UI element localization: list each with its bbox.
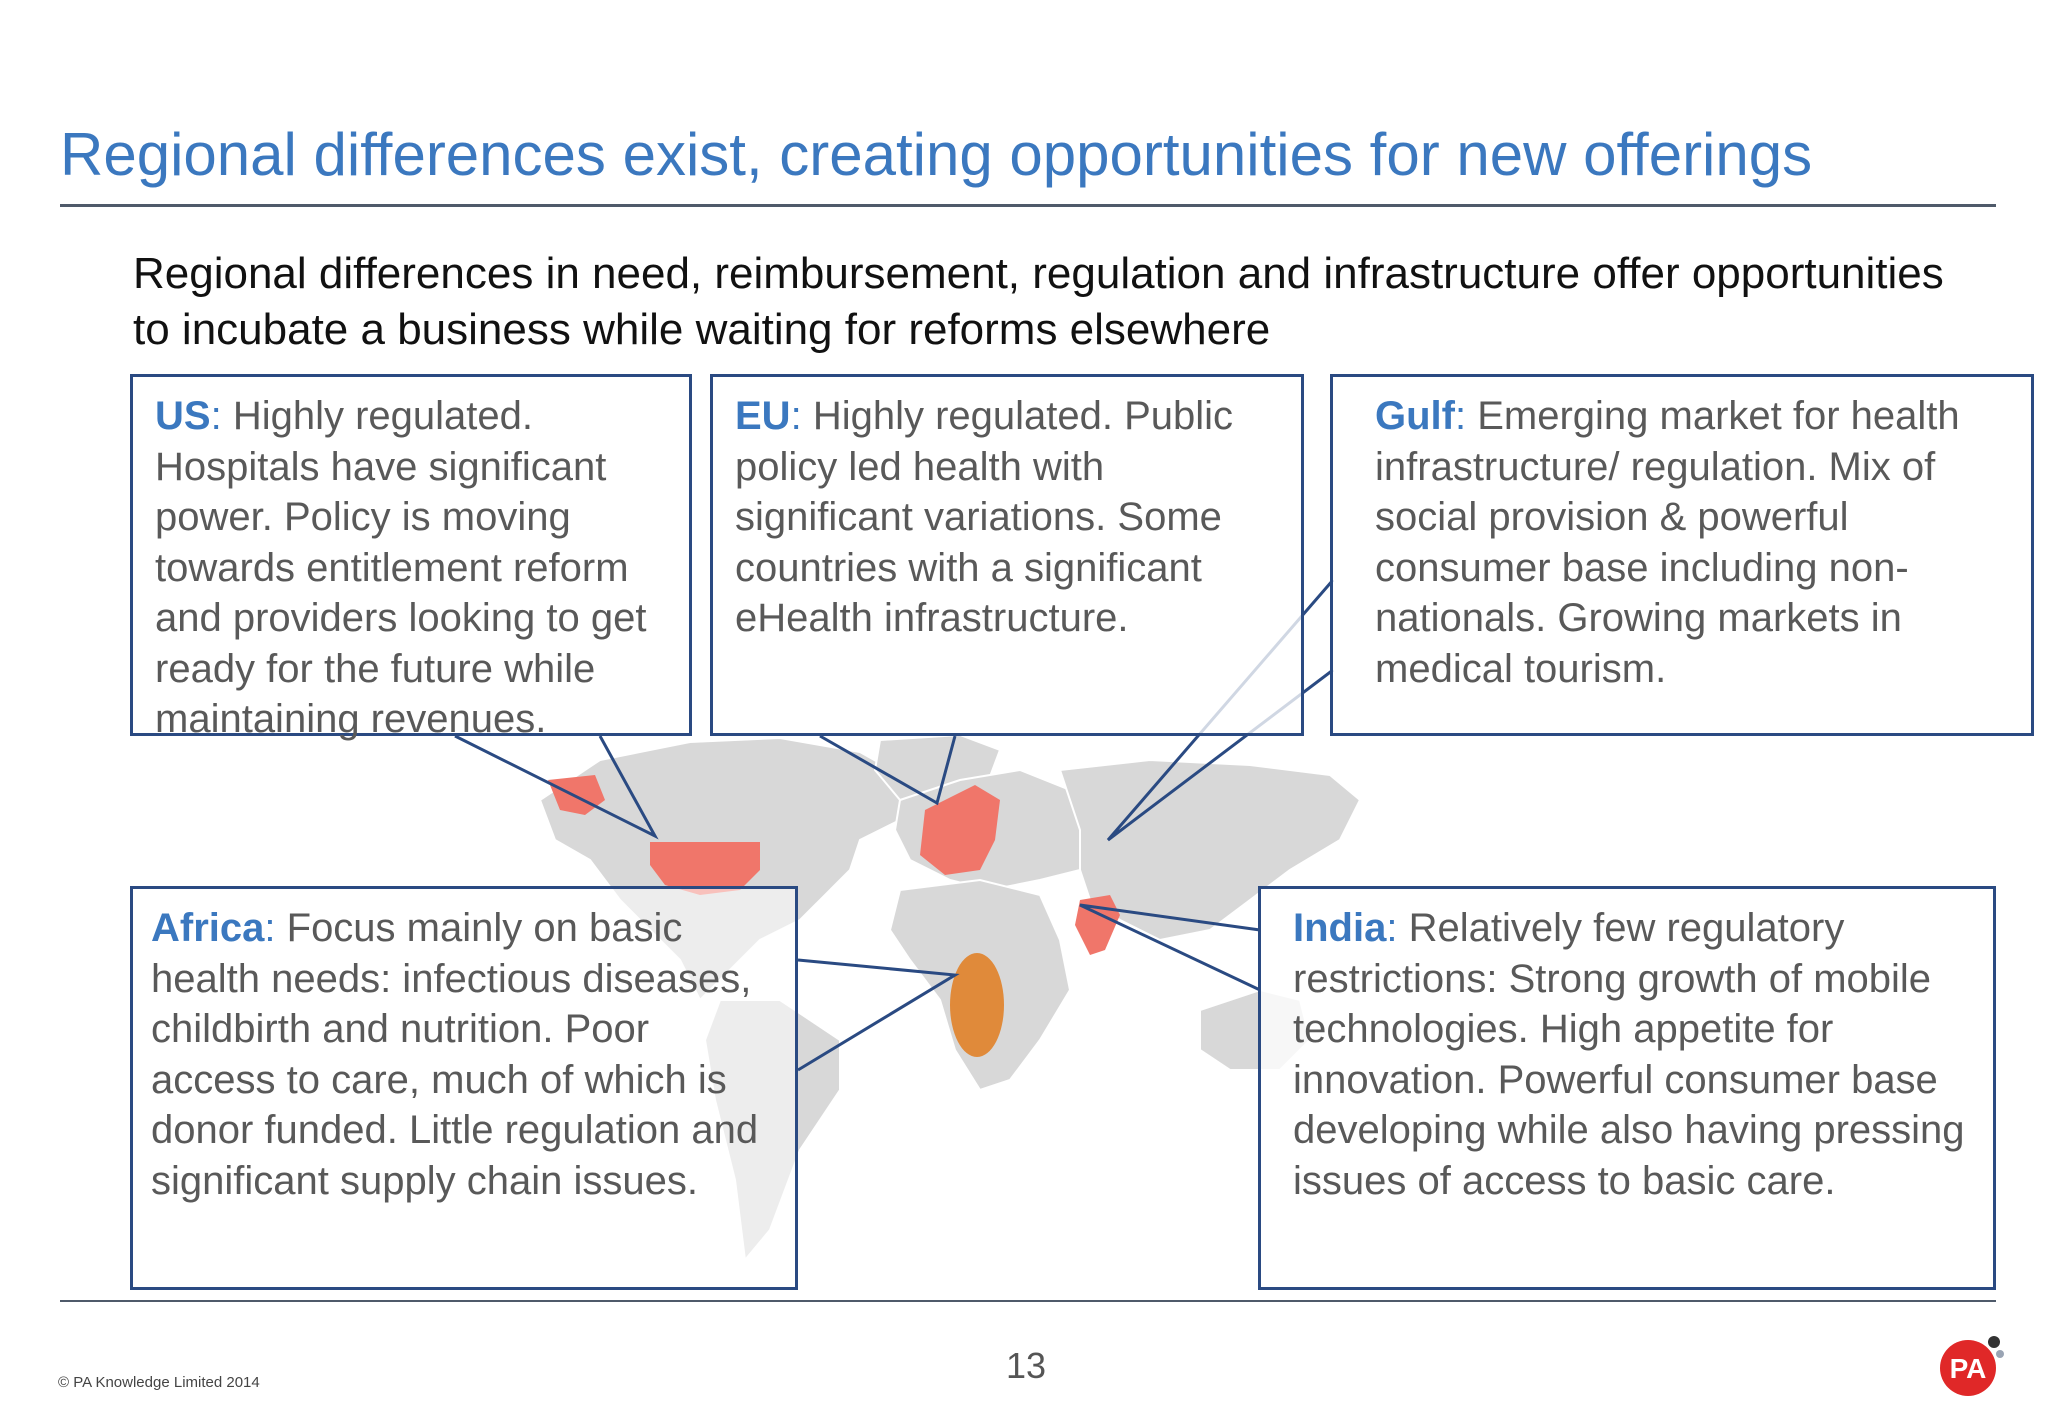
callout-eu-colon: : — [790, 394, 802, 438]
callout-africa-text: Focus mainly on basic health needs: infectious diseases, childbirth and nutrition. Poor access to care, much of which is donor funded. Little regulation and significant supply chain issues. — [151, 906, 759, 1203]
callout-africa — [130, 886, 798, 1290]
callout-eu — [710, 374, 1304, 736]
india-pointer — [1080, 905, 1260, 990]
callout-india-region: India — [1293, 906, 1387, 950]
callout-us-region: US — [155, 394, 211, 438]
callout-us-colon: : — [210, 394, 222, 438]
africa-highlight — [950, 953, 1004, 1057]
slide-title: Regional differences exist, creating opportunities for new offerings — [60, 121, 1813, 188]
copyright-notice: © PA Knowledge Limited 2014 — [58, 1374, 260, 1391]
callout-india-text: Relatively few regulatory restrictions: Strong growth of mobile technologies. High appetite for innovation. Powerful consumer base developing while also having pressing issues of access to basic care. — [1293, 906, 1965, 1203]
callout-us-text: Highly regulated. Hospitals have significant power. Policy is moving towards entitlement reform and providers looking to get ready for the future while maintaining revenues. — [155, 394, 647, 741]
pa-logo — [1936, 1330, 2006, 1400]
callout-gulf — [1330, 374, 2034, 736]
callout-gulf-region: Gulf — [1375, 394, 1455, 438]
page-number: 13 — [1006, 1345, 1047, 1386]
bottom-rule — [60, 1300, 1996, 1302]
callout-africa-region: Africa — [151, 906, 265, 950]
callout-eu-text: Highly regulated. Public policy led health with significant variations. Some countries with a significant eHealth infrastructure. — [735, 394, 1234, 640]
slide-subtitle: Regional differences in need, reimbursement, regulation and infrastructure offer opportunities to incubate a business while waiting for reforms elsewhere — [133, 249, 1944, 354]
pa-logo-text: PA — [1949, 1353, 1987, 1384]
callout-gulf-text: Emerging market for health infrastructure/ regulation. Mix of social provision & powerful consumer base including non-nationals. Growing markets in medical tourism. — [1375, 394, 1960, 691]
callout-eu-region: EU — [735, 394, 791, 438]
callout-us — [130, 374, 692, 741]
callout-gulf-colon: : — [1454, 394, 1467, 438]
callout-africa-colon: : — [264, 906, 276, 950]
callout-india — [1258, 886, 1996, 1290]
callout-india-colon: : — [1386, 906, 1398, 950]
